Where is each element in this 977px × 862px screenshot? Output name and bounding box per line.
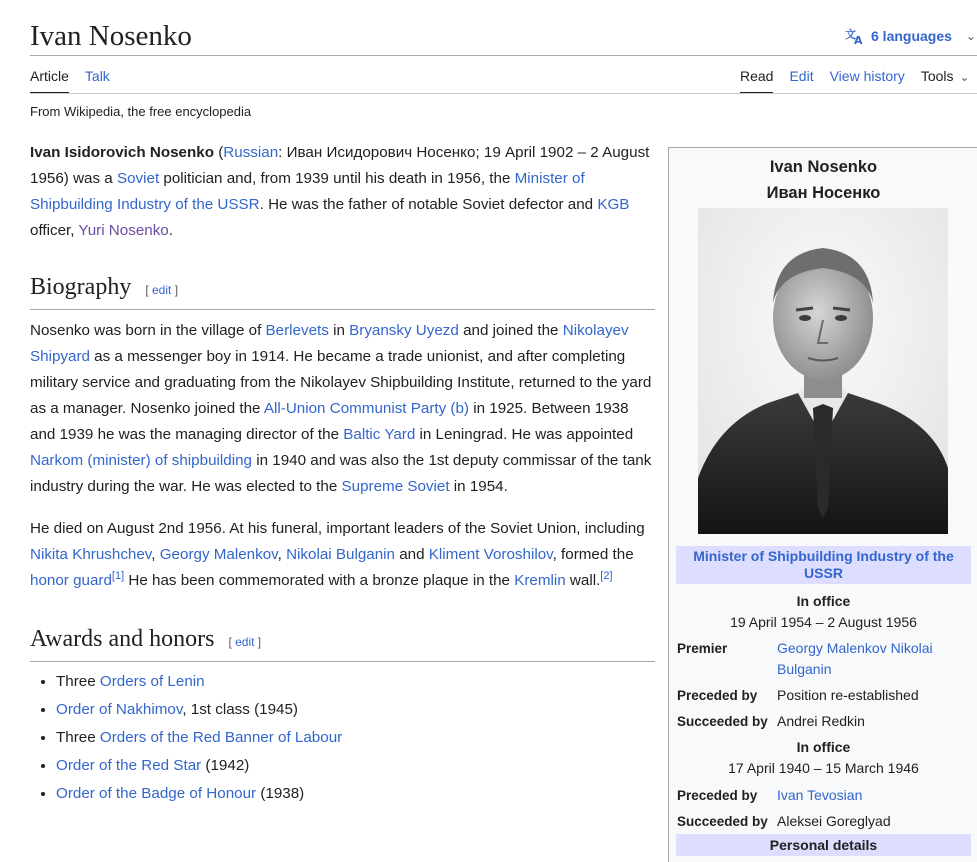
preceded-row (677, 685, 977, 706)
text: in 1954. (449, 478, 508, 495)
text: , (151, 546, 160, 563)
link-order-red-star[interactable]: Order of the Red Star (56, 757, 202, 774)
preceded-label: Preceded by (677, 788, 758, 803)
office-dates: 17 April 1940 – 15 March 1946 (728, 760, 919, 776)
lead-text: . (168, 222, 173, 239)
text: (1942) (201, 757, 250, 774)
link-soviet[interactable]: Soviet (116, 170, 160, 187)
text: in (328, 322, 350, 339)
text: (1938) (256, 785, 305, 802)
link-malenkov[interactable]: Georgy Malenkov (159, 546, 278, 563)
tools-menu[interactable] (921, 66, 970, 94)
tab-edit[interactable]: Edit (789, 68, 814, 84)
lead-name: Ivan Isidorovich Nosenko (30, 144, 214, 161)
premier-value[interactable]: Georgy Malenkov Nikolai Bulganin (777, 640, 933, 677)
title-divider (30, 55, 977, 56)
link-berlevets[interactable]: Berlevets (265, 322, 329, 339)
link-yuri-nosenko[interactable]: Yuri Nosenko (78, 222, 169, 239)
personal-details-header: Personal details (676, 834, 971, 856)
biography-paragraph-1 (30, 318, 655, 500)
infobox (668, 147, 977, 862)
text: and (395, 546, 429, 563)
succeeded-label: Succeeded by (677, 714, 768, 729)
site-subtitle: From Wikipedia, the free encyclopedia (30, 104, 252, 119)
namespace-tabs (30, 66, 110, 94)
office-dates: 19 April 1954 – 2 August 1956 (730, 614, 917, 630)
page-title: Ivan Nosenko (30, 20, 192, 52)
portrait-photo[interactable] (698, 208, 948, 534)
reference-1[interactable]: [1] (111, 569, 125, 582)
lead-text: politician and, from 1939 until his death in 1956, the (159, 170, 515, 187)
text: in Leningrad. He was appointed (415, 426, 634, 443)
link-kgb[interactable]: KGB (597, 196, 630, 213)
text: He has been commemorated with a bronze plaque in the (124, 572, 515, 589)
infobox-office-title[interactable]: Minister of Shipbuilding Industry of the USSR (676, 546, 971, 584)
premier-label: Premier (677, 641, 728, 656)
in-office-label: In office (796, 593, 851, 609)
section-heading-awards (30, 624, 655, 662)
link-voroshilov[interactable]: Kliment Voroshilov (428, 546, 553, 563)
lead-text: : Иван Исидорович Носенко; 19 April 1902 – 2 August 1956) was a (30, 144, 650, 187)
tab-read[interactable]: Read (740, 66, 773, 94)
link-badge-of-honour[interactable]: Order of the Badge of Honour (56, 785, 257, 802)
preceded-value: Position re-established (777, 687, 919, 703)
lead-text: officer, (30, 222, 79, 239)
svg-text:A: A (854, 34, 863, 45)
link-honor-guard[interactable]: honor guard (30, 572, 112, 589)
preceded-value[interactable]: Ivan Tevosian (777, 787, 863, 803)
succeeded-value: Andrei Redkin (777, 713, 865, 729)
link-nikolayev-shipyard[interactable]: Nikolayev Shipyard (30, 322, 629, 365)
link-red-banner-labour[interactable]: Orders of the Red Banner of Labour (99, 729, 343, 746)
lead-paragraph: Ivan Isidorovich Nosenko (Russian: Иван Исидорович Носенко; 19 April 1902 – 2 August 1956) was a Soviet politician and, from 1939 until his death in 1956, the Minister of Shipbuilding Industry of the USSR. He was the father of notable Soviet defector and KGB officer, Yuri Nosenko. (30, 144, 650, 239)
text: in 1940 and was also the 1st deputy commissar of the tank industry during the war. He was elected to the (30, 452, 652, 495)
languages-button[interactable] (845, 27, 976, 45)
chevron-down-icon: ⌄ (965, 29, 976, 43)
text: and joined the (458, 322, 563, 339)
succeeded-label: Succeeded by (677, 814, 768, 829)
succeeded-row (677, 811, 977, 832)
list-item (56, 724, 655, 752)
text: wall. (565, 572, 601, 589)
succeeded-value: Aleksei Goreglyad (777, 813, 891, 829)
section-heading-biography (30, 272, 655, 310)
text: , 1st class (1945) (182, 701, 298, 718)
awards-list (30, 668, 655, 808)
link-bryansky-uyezd[interactable]: Bryansky Uyezd (349, 322, 459, 339)
link-communist-party[interactable]: All-Union Communist Party (b) (263, 400, 469, 417)
tabs-divider (30, 93, 977, 94)
text: Three (56, 729, 100, 746)
reference-2[interactable]: [2] (600, 569, 613, 582)
article-body (30, 140, 655, 808)
list-item (56, 668, 655, 696)
text: , formed the (552, 546, 634, 563)
link-baltic-yard[interactable]: Baltic Yard (343, 426, 416, 443)
biography-paragraph-2 (30, 516, 655, 594)
link-order-of-nakhimov[interactable]: Order of Nakhimov (56, 701, 183, 718)
list-item (56, 752, 655, 780)
infobox-name-en: Ivan Nosenko (769, 158, 878, 176)
heading-text: Biography (30, 274, 132, 300)
heading-text: Awards and honors (30, 626, 215, 652)
link-russian[interactable]: Russian (223, 144, 279, 161)
text: He died on August 2nd 1956. At his funeral, important leaders of the Soviet Union, including (30, 520, 645, 537)
edit-section: [ edit ] (228, 635, 262, 649)
infobox-name-ru: Иван Носенко (766, 184, 881, 202)
view-tabs (740, 66, 970, 94)
link-kremlin[interactable]: Kremlin (514, 572, 566, 589)
tab-talk[interactable]: Talk (84, 68, 110, 84)
edit-section: [ edit ] (145, 283, 179, 297)
link-khrushchev[interactable]: Nikita Khrushchev (30, 546, 152, 563)
premier-row (677, 638, 977, 680)
translate-icon (845, 27, 865, 45)
tools-label: Tools (920, 68, 954, 84)
text: Three (56, 673, 100, 690)
preceded-label: Preceded by (677, 688, 758, 703)
chevron-down-icon: ⌄ (959, 70, 970, 84)
text: Nosenko was born in the village of (30, 322, 266, 339)
link-minister[interactable]: Minister of Shipbuilding Industry of the USSR (30, 170, 585, 213)
edit-section-link[interactable]: edit (235, 635, 255, 649)
tab-article[interactable]: Article (30, 66, 69, 94)
link-orders-of-lenin[interactable]: Orders of Lenin (99, 673, 205, 690)
link-supreme-soviet[interactable]: Supreme Soviet (341, 478, 450, 495)
succeeded-row (677, 711, 977, 732)
link-narkom[interactable]: Narkom (minister) of shipbuilding (30, 452, 252, 469)
preceded-row (677, 785, 977, 806)
text: in 1925. Between 1938 and 1939 he was the managing director of the (30, 400, 629, 443)
tab-view-history[interactable]: View history (829, 68, 905, 84)
text: , (277, 546, 287, 563)
languages-label: 6 languages (871, 28, 952, 44)
infobox-name (669, 154, 977, 206)
lead-text: . He was the father of notable Soviet defector and (259, 196, 598, 213)
list-item (56, 780, 655, 808)
svg-text:文: 文 (845, 28, 856, 41)
in-office-label: In office (796, 739, 851, 755)
text: as a messenger boy in 1914. He became a trade unionist, and after completing military service and graduating from the Nikolayev Shipbuilding Institute, returned to the yard as a manager. Nosenko joined the (30, 348, 652, 417)
list-item (56, 696, 655, 724)
edit-section-link[interactable]: edit (152, 283, 172, 297)
link-bulganin[interactable]: Nikolai Bulganin (286, 546, 396, 563)
